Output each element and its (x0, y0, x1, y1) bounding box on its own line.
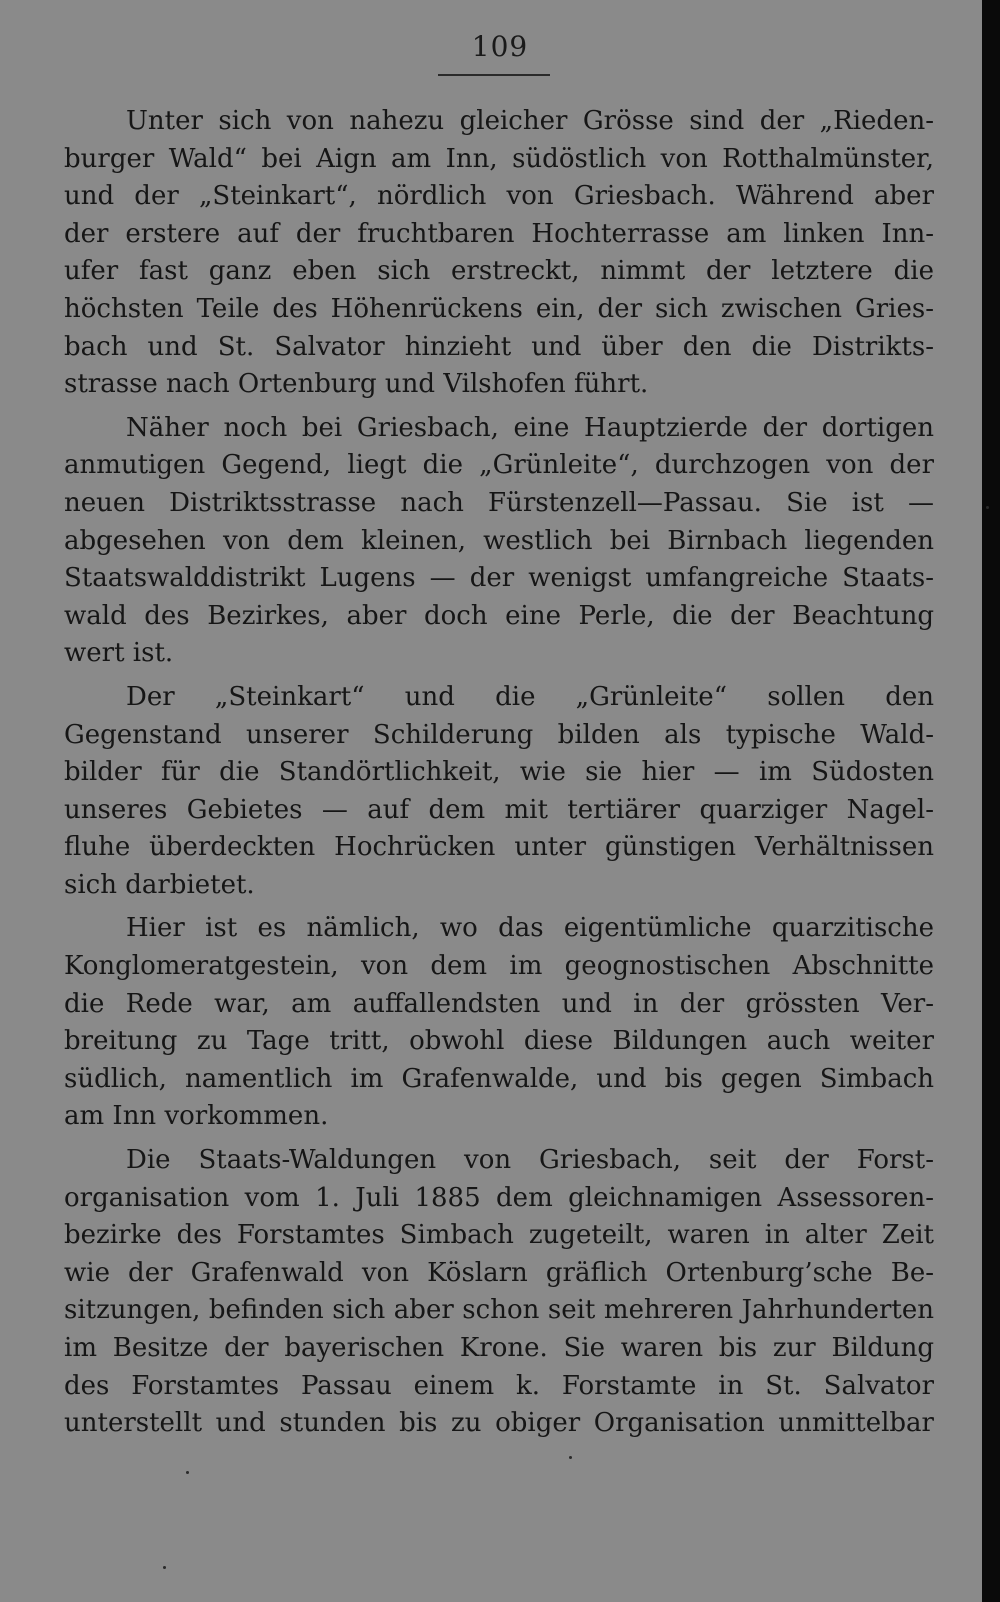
text-line: und der „Steinkart“, nördlich von Griesbach. Während aber (64, 181, 934, 212)
text-line: ufer fast ganz eben sich erstreckt, nimmt der letztere die (64, 256, 934, 287)
text-line: die Rede war, am auffallendsten und in der grössten Ver- (64, 988, 934, 1019)
text-line: Der „Steinkart“ und die „Grünleite“ sollen den (126, 681, 934, 712)
text-line: Gegenstand unserer Schilderung bilden als typische Wald- (64, 719, 934, 750)
paragraph (64, 910, 934, 1136)
scan-speck (163, 1566, 166, 1569)
page-number-rule (438, 74, 550, 76)
text-line: der erstere auf der fruchtbaren Hochterrasse am linken Inn- (64, 218, 934, 249)
scan-speck (186, 1471, 189, 1474)
text-line: neuen Distriktsstrasse nach Fürstenzell—Passau. Sie ist — (64, 487, 934, 518)
body-text (64, 103, 934, 1449)
text-line: organisation vom 1. Juli 1885 dem gleichnamigen Assessoren- (64, 1182, 934, 1213)
page-number: 109 (471, 30, 529, 63)
text-line: unterstellt und stunden bis zu obiger Organisation unmittelbar (64, 1408, 934, 1439)
text-line: bach und St. Salvator hinzieht und über den die Distrikts- (64, 331, 934, 362)
text-line: sitzungen, befinden sich aber schon seit mehreren Jahrhunderten (64, 1295, 934, 1326)
text-line: Unter sich von nahezu gleicher Grösse sind der „Rieden- (126, 106, 934, 136)
scan-speck (569, 1456, 572, 1459)
text-line: am Inn vorkommen. (64, 1101, 329, 1132)
text-line: südlich, namentlich im Grafenwalde, und bis gegen Simbach (64, 1063, 934, 1094)
text-line: des Forstamtes Passau einem k. Forstamte in St. Salvator (64, 1370, 934, 1401)
text-line: Konglomeratgestein, von dem im geognostischen Abschnitte (64, 951, 934, 982)
scan-speck (986, 506, 989, 509)
text-line: strasse nach Ortenburg und Vilshofen führt. (64, 369, 649, 400)
page-edge-shadow (982, 0, 1000, 1602)
text-line: sich darbietet. (64, 869, 255, 900)
text-line: wie der Grafenwald von Köslarn gräflich Ortenburg’sche Be- (64, 1257, 934, 1288)
text-line: höchsten Teile des Höhenrückens ein, der sich zwischen Gries- (64, 293, 934, 324)
text-line: fluhe überdeckten Hochrücken unter günstigen Verhältnissen (64, 832, 934, 863)
text-line: breitung zu Tage tritt, obwohl diese Bildungen auch weiter (64, 1026, 934, 1057)
paragraph (64, 410, 934, 673)
text-line: abgesehen von dem kleinen, westlich bei Birnbach liegenden (64, 525, 934, 556)
paragraph (64, 679, 934, 905)
text-line: bezirke des Forstamtes Simbach zugeteilt, waren in alter Zeit (64, 1220, 934, 1251)
text-line: im Besitze der bayerischen Krone. Sie waren bis zur Bildung (64, 1333, 934, 1363)
text-line: Die Staats-Waldungen von Griesbach, seit der Forst- (126, 1145, 934, 1176)
text-line: Staatswalddistrikt Lugens — der wenigst umfangreiche Staats- (64, 563, 934, 594)
text-line: Hier ist es nämlich, wo das eigentümliche quarzitische (126, 913, 934, 944)
text-line: wald des Bezirkes, aber doch eine Perle, die der Beachtung (64, 600, 934, 631)
text-line: unseres Gebietes — auf dem mit tertiärer quarziger Nagel- (64, 794, 934, 825)
paragraph (64, 103, 934, 404)
text-line: anmutigen Gegend, liegt die „Grünleite“, durchzogen von der (64, 450, 934, 481)
text-line: Näher noch bei Griesbach, eine Hauptzierde der dortigen (126, 412, 934, 443)
text-line: wert ist. (64, 638, 174, 669)
text-line: bilder für die Standörtlichkeit, wie sie hier — im Südosten (64, 757, 934, 788)
text-line: burger Wald“ bei Aign am Inn, südöstlich von Rotthalmünster, (64, 143, 934, 174)
paragraph (64, 1142, 934, 1443)
